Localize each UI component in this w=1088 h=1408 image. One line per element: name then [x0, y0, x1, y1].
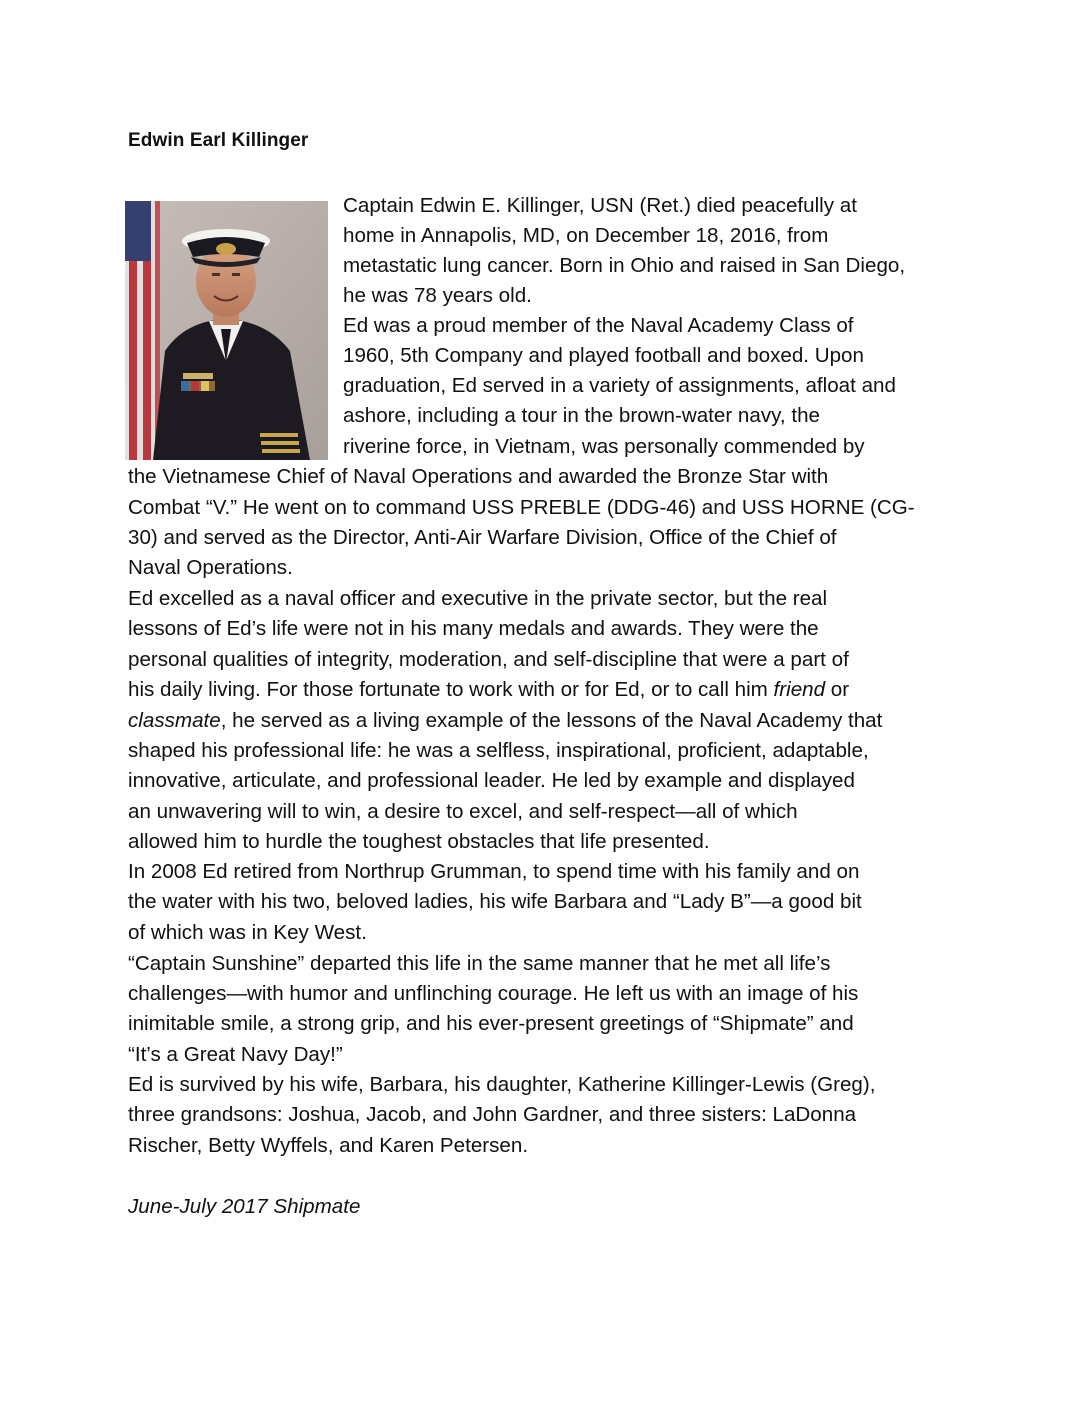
text-line: Ed was a proud member of the Naval Academy Class of [343, 314, 854, 337]
text-line: allowed him to hurdle the toughest obstacles that life presented. [128, 830, 710, 853]
text-line: home in Annapolis, MD, on December 18, 2016, from [343, 224, 829, 247]
text-line: lessons of Ed’s life were not in his many medals and awards. They were the [128, 617, 819, 640]
text-line: Rischer, Betty Wyffels, and Karen Petersen. [128, 1134, 529, 1157]
text-line: of which was in Key West. [128, 921, 367, 944]
text-line: 1960, 5th Company and played football and boxed. Upon [343, 344, 864, 367]
text-segment: or [825, 678, 850, 701]
text-line: graduation, Ed served in a variety of assignments, afloat and [343, 374, 896, 397]
text-line: Captain Edwin E. Killinger, USN (Ret.) died peacefully at [343, 194, 857, 217]
text-line: inimitable smile, a strong grip, and his ever-present greetings of “Shipmate” and [128, 1012, 854, 1035]
text-line [128, 675, 849, 705]
text-line: shaped his professional life: he was a selfless, inspirational, proficient, adaptable, [128, 739, 869, 762]
text-line: Combat “V.” He went on to command USS PREBLE (DDG-46) and USS HORNE (CG- [128, 496, 915, 519]
text-line: Ed excelled as a naval officer and executive in the private sector, but the real [128, 587, 828, 610]
text-line: the Vietnamese Chief of Naval Operations and awarded the Bronze Star with [128, 465, 829, 488]
text-line: metastatic lung cancer. Born in Ohio and raised in San Diego, [343, 254, 906, 277]
text-line: riverine force, in Vietnam, was personally commended by [343, 435, 865, 458]
text-segment: , he served as a living example of the lessons of the Naval Academy that [220, 709, 883, 732]
text-line: Naval Operations. [128, 556, 293, 579]
text-line: challenges—with humor and unflinching courage. He left us with an image of his [128, 982, 859, 1005]
italic-word: friend [773, 678, 826, 701]
text-line: he was 78 years old. [343, 284, 532, 307]
source-credit: June-July 2017 Shipmate [128, 1195, 361, 1218]
text-line: 30) and served as the Director, Anti-Air Warfare Division, Office of the Chief of [128, 526, 837, 549]
portrait-photo [125, 201, 328, 460]
text-line [128, 706, 882, 736]
text-line: Ed is survived by his wife, Barbara, his daughter, Katherine Killinger-Lewis (Greg), [128, 1073, 876, 1096]
text-segment: his daily living. For those fortunate to work with or for Ed, or to call him [128, 678, 774, 701]
text-line: an unwavering will to win, a desire to excel, and self-respect—all of which [128, 800, 798, 823]
flag [125, 201, 160, 460]
text-line: the water with his two, beloved ladies, his wife Barbara and “Lady B”—a good bit [128, 890, 862, 913]
text-line: personal qualities of integrity, moderation, and self-discipline that were a part of [128, 648, 849, 671]
page-title: Edwin Earl Killinger [128, 130, 309, 151]
text-line: ashore, including a tour in the brown-water navy, the [343, 404, 820, 427]
italic-word: classmate [128, 709, 221, 732]
text-line: “It’s a Great Navy Day!” [128, 1043, 343, 1066]
text-line: “Captain Sunshine” departed this life in the same manner that he met all life’s [128, 952, 831, 975]
text-line: innovative, articulate, and professional leader. He led by example and displayed [128, 769, 855, 792]
text-line: three grandsons: Joshua, Jacob, and John Gardner, and three sisters: LaDonna [128, 1103, 857, 1126]
text-line: In 2008 Ed retired from Northrup Grumman, to spend time with his family and on [128, 860, 860, 883]
